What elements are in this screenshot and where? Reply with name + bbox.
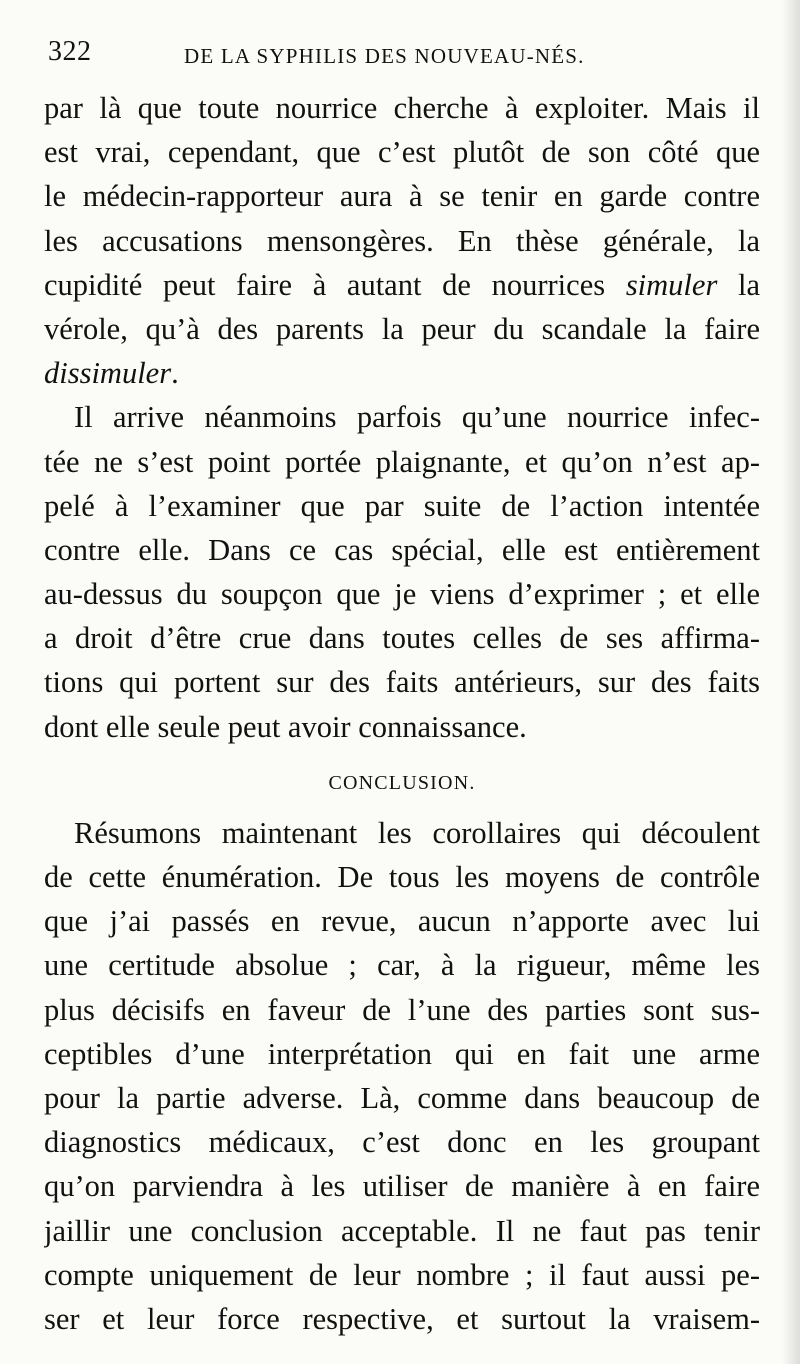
paragraph-1 — [44, 86, 760, 395]
text-line: plus décisifs en faveur de l’une des parties sont sus- — [44, 992, 760, 1027]
text-line: dont elle seule peut avoir connaissance. — [44, 709, 527, 744]
paragraph-2 — [44, 395, 760, 749]
text-line: que j’ai passés en revue, aucun n’apporte avec lui — [44, 904, 760, 939]
text-line — [44, 351, 760, 395]
running-head — [44, 30, 760, 86]
text-segment: cupidité peut faire à autant de nourrices — [44, 267, 606, 302]
running-title: DE LA SYPHILIS DES NOUVEAU-NÉS. — [184, 44, 585, 68]
text-line: vérole, qu’à des parents la peur du scandale la faire — [44, 311, 760, 346]
text-line: contre elle. Dans ce cas spécial, elle est entièrement — [44, 532, 760, 567]
text-line: par là que toute nourrice cherche à exploiter. Mais il — [44, 91, 760, 125]
text-segment: . — [171, 356, 179, 391]
text-line: tée ne s’est point portée plaignante, et qu’on n’est ap- — [44, 444, 760, 479]
text-line: diagnostics médicaux, c’est donc en les groupant — [44, 1125, 760, 1160]
text-line: ceptibles d’une interprétation qui en fait une arme — [44, 1036, 760, 1071]
paragraph-3 — [44, 811, 760, 1341]
italic-word: simuler — [625, 267, 718, 302]
page-number: 322 — [48, 36, 92, 67]
text-line: pelé à l’examiner que par suite de l’action intentée — [44, 488, 760, 523]
text-line: est vrai, cependant, que c’est plutôt de son côté que — [44, 135, 760, 170]
text-line — [44, 263, 760, 307]
text-line: compte uniquement de leur nombre ; il faut aussi pe- — [44, 1257, 760, 1292]
text-line: pour la partie adverse. Là, comme dans beaucoup de — [44, 1080, 760, 1115]
text-line: a droit d’être crue dans toutes celles de ses affirma- — [44, 621, 760, 656]
page-edge-shadow — [782, 0, 800, 1364]
text-line: au-dessus du soupçon que je viens d’exprimer ; et elle — [44, 577, 760, 612]
italic-word: dissimuler — [44, 356, 172, 391]
text-segment: la — [738, 267, 760, 302]
text-line: Il arrive néanmoins parfois qu’une nourrice infec- — [74, 400, 760, 435]
text-line: Résumons maintenant les corollaires qui découlent — [74, 815, 760, 850]
text-line: qu’on parviendra à les utiliser de manière à en faire — [44, 1169, 760, 1204]
text-line: les accusations mensongères. En thèse générale, la — [44, 223, 760, 258]
text-line: tions qui portent sur des faits antérieurs, sur des faits — [44, 665, 760, 700]
text-line: jaillir une conclusion acceptable. Il ne faut pas tenir — [44, 1213, 760, 1248]
text-line: le médecin-rapporteur aura à se tenir en garde contre — [44, 179, 760, 214]
section-heading: CONCLUSION. — [328, 771, 476, 794]
text-line: de cette énumération. De tous les moyens de contrôle — [44, 860, 760, 894]
text-line: ser et leur force respective, et surtout la vraisem- — [44, 1301, 760, 1336]
text-line: une certitude absolue ; car, à la rigueur, même les — [44, 948, 760, 983]
